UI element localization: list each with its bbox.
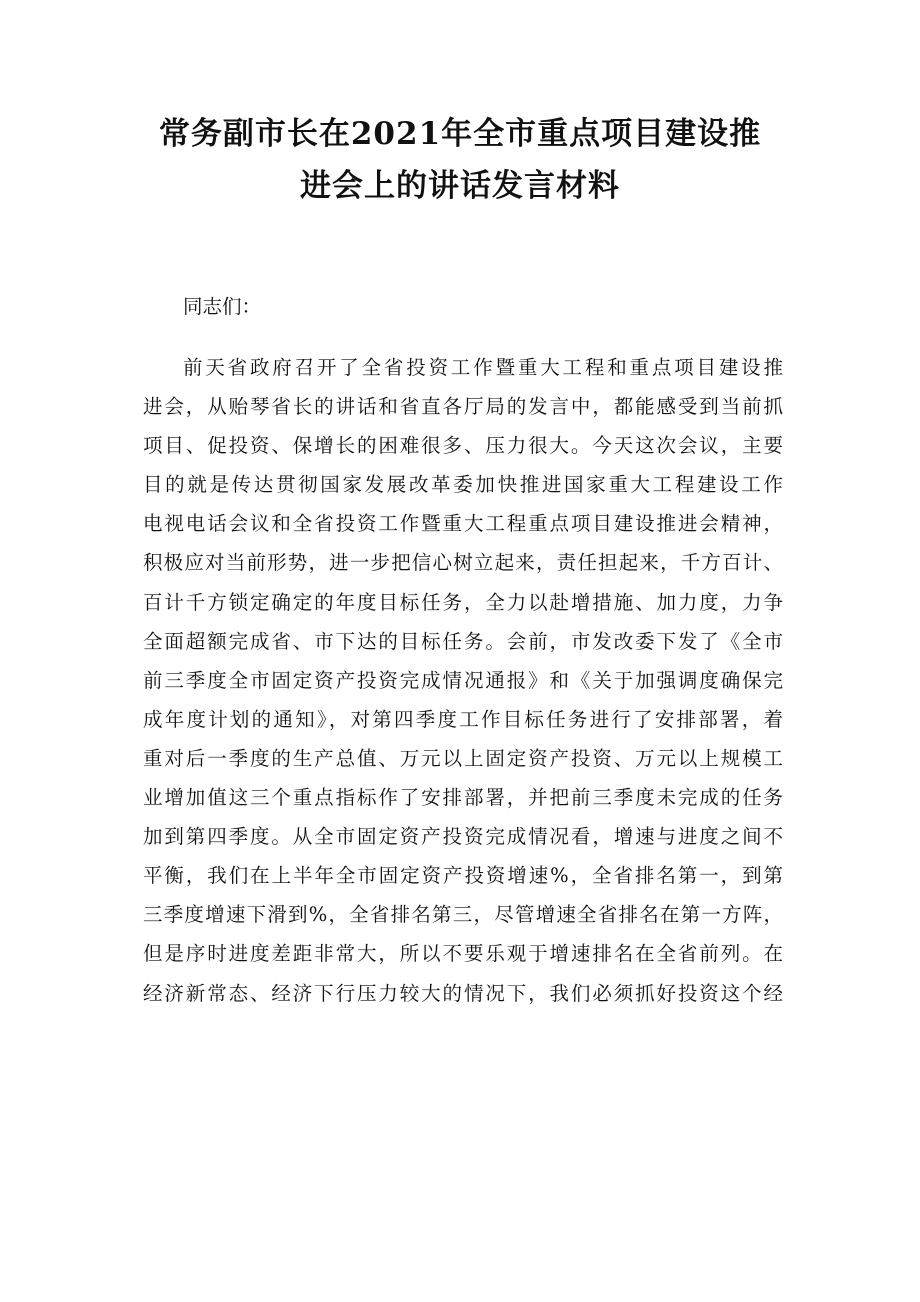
- paragraph-line: 项目、促投资、保增长的困难很多、压力很大。今天这次会议，主要: [143, 434, 783, 458]
- document-title: [120, 108, 800, 212]
- paragraph-line: 百计千方锁定确定的年度目标任务，全力以赴增措施、加力度，力争: [143, 590, 783, 614]
- paragraph-line: 积极应对当前形势，进一步把信心树立起来，责任担起来，千方百计、: [143, 551, 783, 575]
- paragraph-line: 电视电话会议和全省投资工作暨重大工程重点项目建设推进会精神，: [143, 512, 783, 536]
- paragraph-line: 重对后一季度的生产总值、万元以上固定资产投资、万元以上规模工: [143, 746, 783, 770]
- paragraph-line: 但是序时进度差距非常大，所以不要乐观于增速排名在全省前列。在: [143, 942, 783, 966]
- paragraph-line: 全面超额完成省、市下达的目标任务。会前，市发改委下发了《全市: [143, 629, 783, 653]
- title-line-1: 常务副市长在2021年全市重点项目建设推: [158, 116, 762, 152]
- paragraph-line: 加到第四季度。从全市固定资产投资完成情况看，增速与进度之间不: [143, 825, 783, 849]
- salutation: 同志们：: [183, 295, 262, 318]
- paragraph-line: 前三季度全市固定资产投资完成情况通报》和《关于加强调度确保完: [143, 668, 783, 692]
- paragraph-line: 目的就是传达贯彻国家发展改革委加快推进国家重大工程建设工作: [143, 473, 783, 497]
- paragraph-line: 进会，从贻琴省长的讲话和省直各厅局的发言中，都能感受到当前抓: [143, 395, 783, 419]
- title-line-2: 进会上的讲话发言材料: [300, 168, 620, 204]
- paragraph-line: 前天省政府召开了全省投资工作暨重大工程和重点项目建设推: [183, 356, 783, 379]
- paragraph-line: 经济新常态、经济下行压力较大的情况下，我们必须抓好投资这个经: [143, 981, 783, 1005]
- paragraph-line: 三季度增速下滑到%，全省排名第三，尽管增速全省排名在第一方阵，: [143, 903, 783, 927]
- paragraph-line: 成年度计划的通知》，对第四季度工作目标任务进行了安排部署，着: [143, 707, 783, 731]
- paragraph-line: 业增加值这三个重点指标作了安排部署，并把前三季度未完成的任务: [143, 786, 783, 810]
- paragraph-line: 平衡，我们在上半年全市固定资产投资增速%，全省排名第一，到第: [143, 864, 783, 888]
- body-paragraph: [143, 348, 783, 1013]
